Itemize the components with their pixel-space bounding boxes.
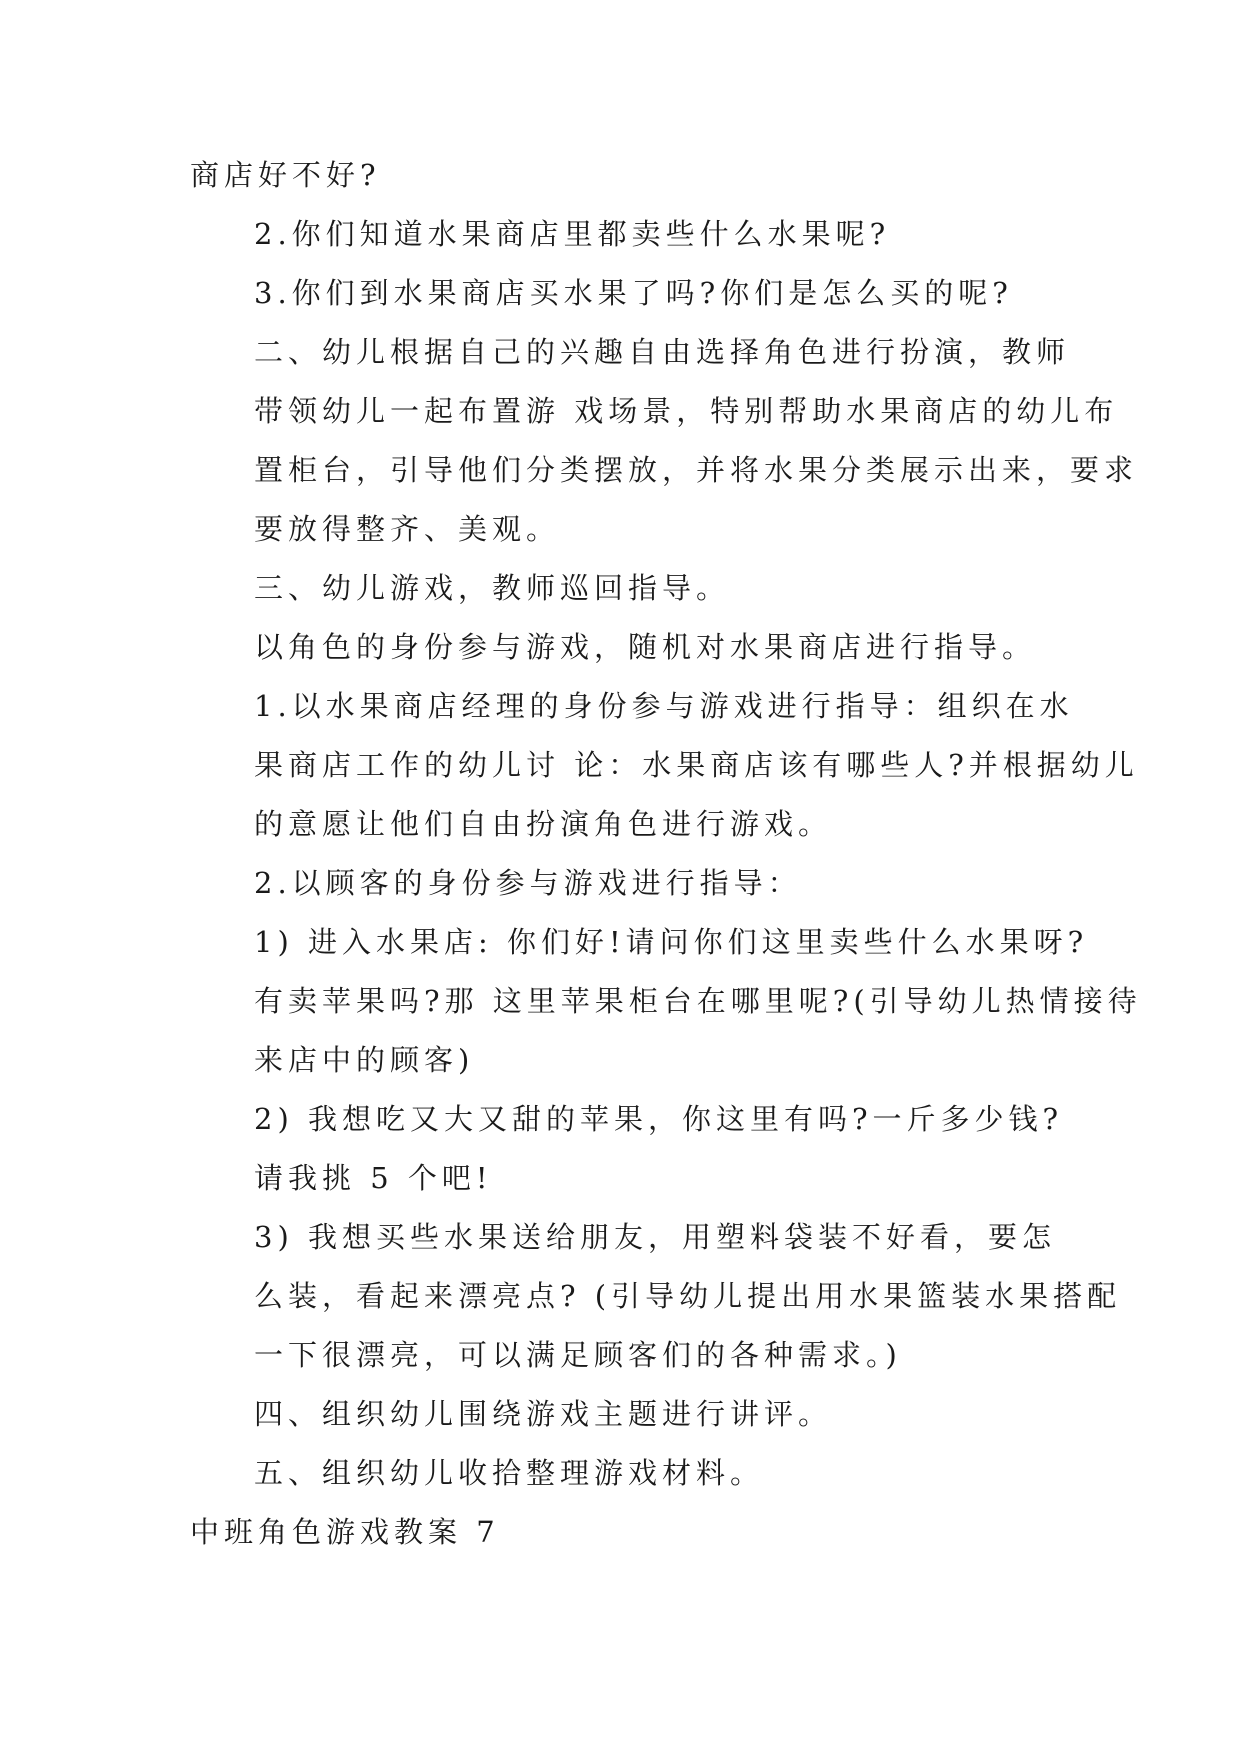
paragraph bbox=[190, 1444, 1050, 1503]
text-line: 有卖苹果吗?那 这里苹果柜台在哪里呢?(引导幼儿热情接待 bbox=[254, 984, 1142, 1018]
paragraph bbox=[190, 146, 1050, 205]
text-line: 2.你们知道水果商店里都卖些什么水果呢? bbox=[254, 217, 891, 251]
paragraph bbox=[190, 1090, 1064, 1208]
paragraph bbox=[190, 323, 1139, 559]
text-line: 五、组织幼儿收拾整理游戏材料。 bbox=[254, 1456, 765, 1490]
text-line: 么装，看起来漂亮点? (引导幼儿提出用水果篮装水果搭配 bbox=[254, 1279, 1122, 1313]
paragraph bbox=[190, 205, 1050, 264]
text-line: 1) 进入水果店: 你们好!请问你们这里卖些什么水果呀? bbox=[254, 925, 1089, 959]
paragraph bbox=[190, 854, 1050, 913]
paragraph bbox=[190, 677, 1139, 854]
text-line: 2.以顾客的身份参与游戏进行指导： bbox=[254, 866, 802, 900]
text-line: 的意愿让他们自由扮演角色进行游戏。 bbox=[254, 807, 833, 841]
section-title: 中班角色游戏教案 7 bbox=[190, 1515, 500, 1549]
text-line: 请我挑 5 个吧! bbox=[254, 1161, 493, 1195]
paragraph bbox=[190, 1385, 1050, 1444]
text-line: 果商店工作的幼儿讨 论：水果商店该有哪些人?并根据幼儿 bbox=[254, 748, 1139, 782]
text-line: 一下很漂亮，可以满足顾客们的各种需求。) bbox=[254, 1338, 902, 1372]
paragraph bbox=[190, 264, 1050, 323]
text-line: 1.以水果商店经理的身份参与游戏进行指导：组织在水 bbox=[254, 689, 1074, 723]
text-line: 带领幼儿一起布置游 戏场景，特别帮助水果商店的幼儿布 bbox=[254, 394, 1119, 428]
paragraph bbox=[190, 559, 1050, 618]
text-line: 来店中的顾客) bbox=[254, 1043, 475, 1077]
paragraph bbox=[190, 618, 1050, 677]
text-line: 要放得整齐、美观。 bbox=[254, 512, 561, 546]
text-line: 3) 我想买些水果送给朋友，用塑料袋装不好看，要怎 bbox=[254, 1220, 1056, 1254]
text-line: 四、组织幼儿围绕游戏主题进行讲评。 bbox=[254, 1397, 833, 1431]
text-line: 三、幼儿游戏，教师巡回指导。 bbox=[254, 571, 731, 605]
text-line: 二、幼儿根据自己的兴趣自由选择角色进行扮演，教师 bbox=[254, 335, 1071, 369]
paragraph bbox=[190, 1208, 1122, 1385]
text-line: 2) 我想吃又大又甜的苹果，你这里有吗?一斤多少钱? bbox=[254, 1102, 1064, 1136]
document-body bbox=[190, 146, 1142, 1562]
text-line: 以角色的身份参与游戏，随机对水果商店进行指导。 bbox=[254, 630, 1037, 664]
text-line: 商店好不好? bbox=[190, 158, 381, 192]
paragraph bbox=[190, 913, 1142, 1090]
text-line: 3.你们到水果商店买水果了吗?你们是怎么买的呢? bbox=[254, 276, 1013, 310]
text-line: 置柜台，引导他们分类摆放，并将水果分类展示出来，要求 bbox=[254, 453, 1139, 487]
